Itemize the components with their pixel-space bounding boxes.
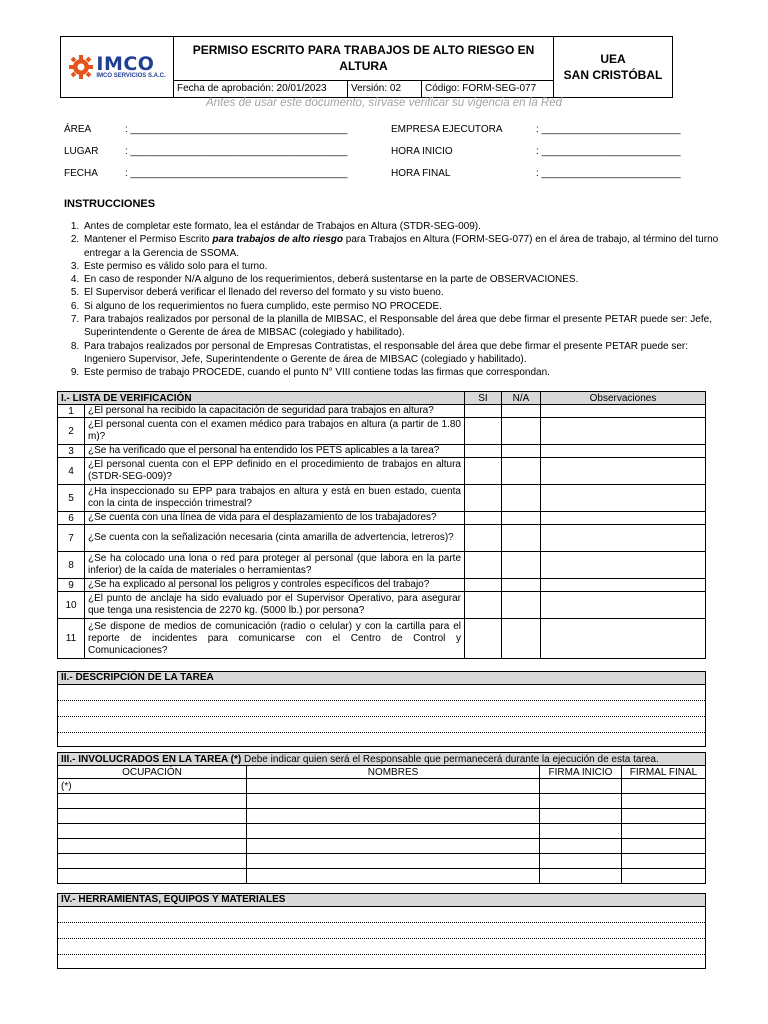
checklist-row-number: 2: [58, 418, 85, 445]
field-lugar-input[interactable]: : _______________________________________: [125, 146, 348, 157]
instruction-item: 7. Para trabajos realizados por personal de la planilla de MIBSAC, el Responsable del área que debe firmar el presente PETAR puede ser: Jefe, Superintendente o Gerente de área de MIBSAC (colegiado y habilitado).: [82, 313, 722, 340]
ocupacion-cell[interactable]: [58, 869, 247, 884]
checklist-row: [58, 418, 706, 445]
checklist-observation-cell[interactable]: [541, 619, 706, 659]
checklist-na-cell[interactable]: [502, 525, 541, 552]
instruction-item: 3. Este permiso es válido solo para el turno.: [82, 260, 722, 273]
checklist-row-number: 8: [58, 552, 85, 579]
version: Versión: 02: [348, 80, 422, 97]
checklist-row: [58, 458, 706, 485]
task-description-title: II.- DESCRIPCIÓN DE LA TAREA: [58, 672, 705, 685]
checklist-na-cell[interactable]: [502, 619, 541, 659]
involved-title: III.- INVOLUCRADOS EN LA TAREA (*): [61, 753, 242, 765]
checklist-observation-cell[interactable]: [541, 579, 706, 592]
col-firma-final: FIRMAL FINAL: [622, 766, 706, 779]
nombres-cell[interactable]: [247, 809, 540, 824]
instruction-item: 9. Este permiso de trabajo PROCEDE, cuando el punto N° VIII contiene todas las firmas que correspondan.: [82, 366, 722, 379]
checklist-row: [58, 525, 706, 552]
firma-final-cell[interactable]: [622, 854, 706, 869]
logo-subtitle: IMCO SERVICIOS S.A.C.: [96, 73, 166, 79]
col-nombres: NOMBRES: [247, 766, 540, 779]
checklist-si-cell[interactable]: [465, 445, 502, 458]
unit-line1: UEA: [600, 52, 626, 66]
checklist-observation-cell[interactable]: [541, 485, 706, 512]
checklist-question: ¿El punto de anclaje ha sido evaluado por el Supervisor Operativo, para asegurar que tenga una resistencia de 2270 kg. (5000 lb.) por persona?: [85, 592, 465, 619]
instructions-list: [64, 220, 722, 380]
col-si: SI: [465, 392, 502, 405]
field-hora-inicio-label: HORA INICIO: [391, 146, 453, 157]
nombres-cell[interactable]: [247, 824, 540, 839]
checklist-si-cell[interactable]: [465, 485, 502, 512]
field-hora-final-input[interactable]: : _________________________: [536, 168, 681, 179]
ocupacion-cell[interactable]: [58, 794, 247, 809]
checklist-question: ¿Se dispone de medios de comunicación (radio o celular) y con la cartilla para el reporte de incidentes para comunicarse con el Centro de Control y Comunicaciones?: [85, 619, 465, 659]
firma-final-cell[interactable]: [622, 794, 706, 809]
instruction-item: 1. Antes de completar este formato, lea el estándar de Trabajos en Altura (STDR-SEG-009).: [82, 220, 722, 233]
checklist-row-number: 10: [58, 592, 85, 619]
field-empresa-input[interactable]: : _________________________: [536, 124, 681, 135]
checklist-question: ¿Ha inspeccionado su EPP para trabajos en altura y está en buen estado, cuenta con la cinta de inspección trimestral?: [85, 485, 465, 512]
nombres-cell[interactable]: [247, 854, 540, 869]
checklist-si-cell[interactable]: [465, 418, 502, 445]
checklist-si-cell[interactable]: [465, 592, 502, 619]
firma-inicio-cell[interactable]: [540, 794, 622, 809]
checklist-question: ¿Se cuenta con la señalización necesaria (cinta amarilla de advertencia, letreros)?: [85, 525, 465, 552]
checklist-row-number: 1: [58, 405, 85, 418]
checklist-row: [58, 592, 706, 619]
checklist-na-cell[interactable]: [502, 458, 541, 485]
ocupacion-cell[interactable]: [58, 809, 247, 824]
field-hora-inicio-input[interactable]: : _________________________: [536, 146, 681, 157]
checklist-si-cell[interactable]: [465, 405, 502, 418]
tools-section: [57, 893, 706, 969]
checklist-na-cell[interactable]: [502, 418, 541, 445]
checklist-row: [58, 619, 706, 659]
checklist-row: [58, 405, 706, 418]
checklist-na-cell[interactable]: [502, 445, 541, 458]
involved-table: [57, 752, 706, 884]
firma-inicio-cell[interactable]: [540, 809, 622, 824]
checklist-na-cell[interactable]: [502, 552, 541, 579]
tools-line[interactable]: [58, 939, 705, 955]
field-area-input[interactable]: : _______________________________________: [125, 124, 348, 135]
nombres-cell[interactable]: [247, 839, 540, 854]
ocupacion-cell[interactable]: [58, 824, 247, 839]
checklist-row-number: 5: [58, 485, 85, 512]
ocupacion-cell[interactable]: (*): [58, 779, 247, 794]
checklist-na-cell[interactable]: [502, 512, 541, 525]
checklist-question: ¿El personal cuenta con el EPP definido en el procedimiento de trabajos en altura (STDR-SEG-009)?: [85, 458, 465, 485]
unit-line2: SAN CRISTÓBAL: [563, 68, 663, 82]
checklist-si-cell[interactable]: [465, 458, 502, 485]
checklist-observation-cell[interactable]: [541, 405, 706, 418]
task-description-line[interactable]: [58, 685, 705, 701]
nombres-cell[interactable]: [247, 794, 540, 809]
checklist-row: [58, 552, 706, 579]
checklist-row-number: 9: [58, 579, 85, 592]
checklist-si-cell[interactable]: [465, 512, 502, 525]
firma-inicio-cell[interactable]: [540, 869, 622, 884]
firma-inicio-cell[interactable]: [540, 839, 622, 854]
col-ocupacion: OCUPACIÓN: [58, 766, 247, 779]
checklist-observation-cell[interactable]: [541, 445, 706, 458]
tools-title: IV.- HERRAMIENTAS, EQUIPOS Y MATERIALES: [58, 894, 705, 907]
checklist-observation-cell[interactable]: [541, 458, 706, 485]
instruction-item: 6. Si alguno de los requerimientos no fuera cumplido, este permiso NO PROCEDE.: [82, 300, 722, 313]
involved-note: Debe indicar quien será el Responsable que permanecerá durante la ejecución de esta tarea.: [241, 753, 659, 765]
checklist-question: ¿Se ha colocado una lona o red para proteger al personal (que labora en la parte inferior) de la caída de materiales o herramientas?: [85, 552, 465, 579]
firma-final-cell[interactable]: [622, 839, 706, 854]
checklist-si-cell[interactable]: [465, 525, 502, 552]
logo-cell: [61, 37, 174, 98]
unit-cell: [554, 37, 673, 98]
checklist-row-number: 11: [58, 619, 85, 659]
checklist-row: [58, 512, 706, 525]
checklist-si-cell[interactable]: [465, 619, 502, 659]
validity-warning: Antes de usar este documento, sírvase verificar su vigencia en la Red: [205, 97, 563, 109]
involved-title-cell: [58, 753, 706, 766]
document-code: Código: FORM-SEG-077: [422, 80, 554, 97]
instruction-item: 5. El Supervisor deberá verificar el llenado del reverso del formato y su visto bueno.: [82, 286, 722, 299]
checklist-row: [58, 485, 706, 512]
firma-inicio-cell[interactable]: [540, 779, 622, 794]
checklist-question: ¿Se ha verificado que el personal ha entendido los PETS aplicables a la tarea?: [85, 445, 465, 458]
checklist-row-number: 3: [58, 445, 85, 458]
checklist-observation-cell[interactable]: [541, 512, 706, 525]
firma-final-cell[interactable]: [622, 824, 706, 839]
tools-line[interactable]: [58, 907, 705, 923]
instructions-title: INSTRUCCIONES: [64, 198, 156, 210]
task-description-section: [57, 671, 706, 747]
checklist-observation-cell[interactable]: [541, 418, 706, 445]
firma-final-cell[interactable]: [622, 809, 706, 824]
checklist-row-number: 7: [58, 525, 85, 552]
col-firma-inicio: FIRMA INICIO: [540, 766, 622, 779]
checklist-na-cell[interactable]: [502, 405, 541, 418]
checklist-table: [57, 391, 706, 659]
checklist-title: I.- LISTA DE VERIFICACIÓN: [58, 392, 465, 405]
firma-inicio-cell[interactable]: [540, 854, 622, 869]
checklist-na-cell[interactable]: [502, 485, 541, 512]
field-hora-final-label: HORA FINAL: [391, 168, 451, 179]
col-na: N/A: [502, 392, 541, 405]
checklist-observation-cell[interactable]: [541, 552, 706, 579]
firma-final-cell[interactable]: [622, 779, 706, 794]
instruction-item: 8. Para trabajos realizados por personal de Empresas Contratistas, el responsable del área que debe firmar el presente PETAR puede ser: Ingeniero Supervisor, Jefe, Superintendente o Gerente de área de MIBSAC (colegiado y habilitado).: [82, 340, 722, 367]
field-empresa-label: EMPRESA EJECUTORA: [391, 124, 503, 135]
field-area-label: ÁREA: [64, 124, 92, 135]
field-fecha-input[interactable]: : _______________________________________: [125, 168, 348, 179]
task-description-line[interactable]: [58, 717, 705, 733]
document-title: PERMISO ESCRITO PARA TRABAJOS DE ALTO RIESGO EN ALTURA: [174, 37, 554, 81]
checklist-row: [58, 445, 706, 458]
col-observaciones: Observaciones: [541, 392, 706, 405]
field-lugar-label: LUGAR: [64, 146, 99, 157]
checklist-row-number: 4: [58, 458, 85, 485]
logo-text: IMCO: [96, 53, 155, 75]
task-description-line[interactable]: [58, 701, 705, 717]
nombres-cell[interactable]: [247, 869, 540, 884]
firma-final-cell[interactable]: [622, 869, 706, 884]
checklist-si-cell[interactable]: [465, 579, 502, 592]
checklist-row-number: 6: [58, 512, 85, 525]
checklist-observation-cell[interactable]: [541, 525, 706, 552]
checklist-question: ¿El personal ha recibido la capacitación de seguridad para trabajos en altura?: [85, 405, 465, 418]
checklist-na-cell[interactable]: [502, 592, 541, 619]
ocupacion-cell[interactable]: [58, 839, 247, 854]
checklist-observation-cell[interactable]: [541, 592, 706, 619]
checklist-question: ¿Se cuenta con una línea de vida para el desplazamiento de los trabajadores?: [85, 512, 465, 525]
instruction-item: 2. Mantener el Permiso Escrito para trabajos de alto riesgo para Trabajos en Altura (FORM-SEG-077) en el área de trabajo, al término del turno entregar a la Gerencia de SSOMA.: [82, 233, 722, 260]
form-header: [60, 36, 673, 98]
checklist-question: ¿El personal cuenta con el examen médico para trabajos en altura (a partir de 1.80 m)?: [85, 418, 465, 445]
instruction-item: 4. En caso de responder N/A alguno de los requerimientos, deberá sustentarse en la parte de OBSERVACIONES.: [82, 273, 722, 286]
checklist-header-row: [58, 392, 706, 405]
firma-inicio-cell[interactable]: [540, 824, 622, 839]
checklist-row: [58, 579, 706, 592]
ocupacion-cell[interactable]: [58, 854, 247, 869]
tools-line[interactable]: [58, 923, 705, 939]
checklist-question: ¿Se ha explicado al personal los peligros y controles específicos del trabajo?: [85, 579, 465, 592]
field-fecha-label: FECHA: [64, 168, 98, 179]
gear-logo-icon: [68, 54, 94, 80]
checklist-na-cell[interactable]: [502, 579, 541, 592]
approval-date: Fecha de aprobación: 20/01/2023: [174, 80, 348, 97]
checklist-si-cell[interactable]: [465, 552, 502, 579]
nombres-cell[interactable]: [247, 779, 540, 794]
